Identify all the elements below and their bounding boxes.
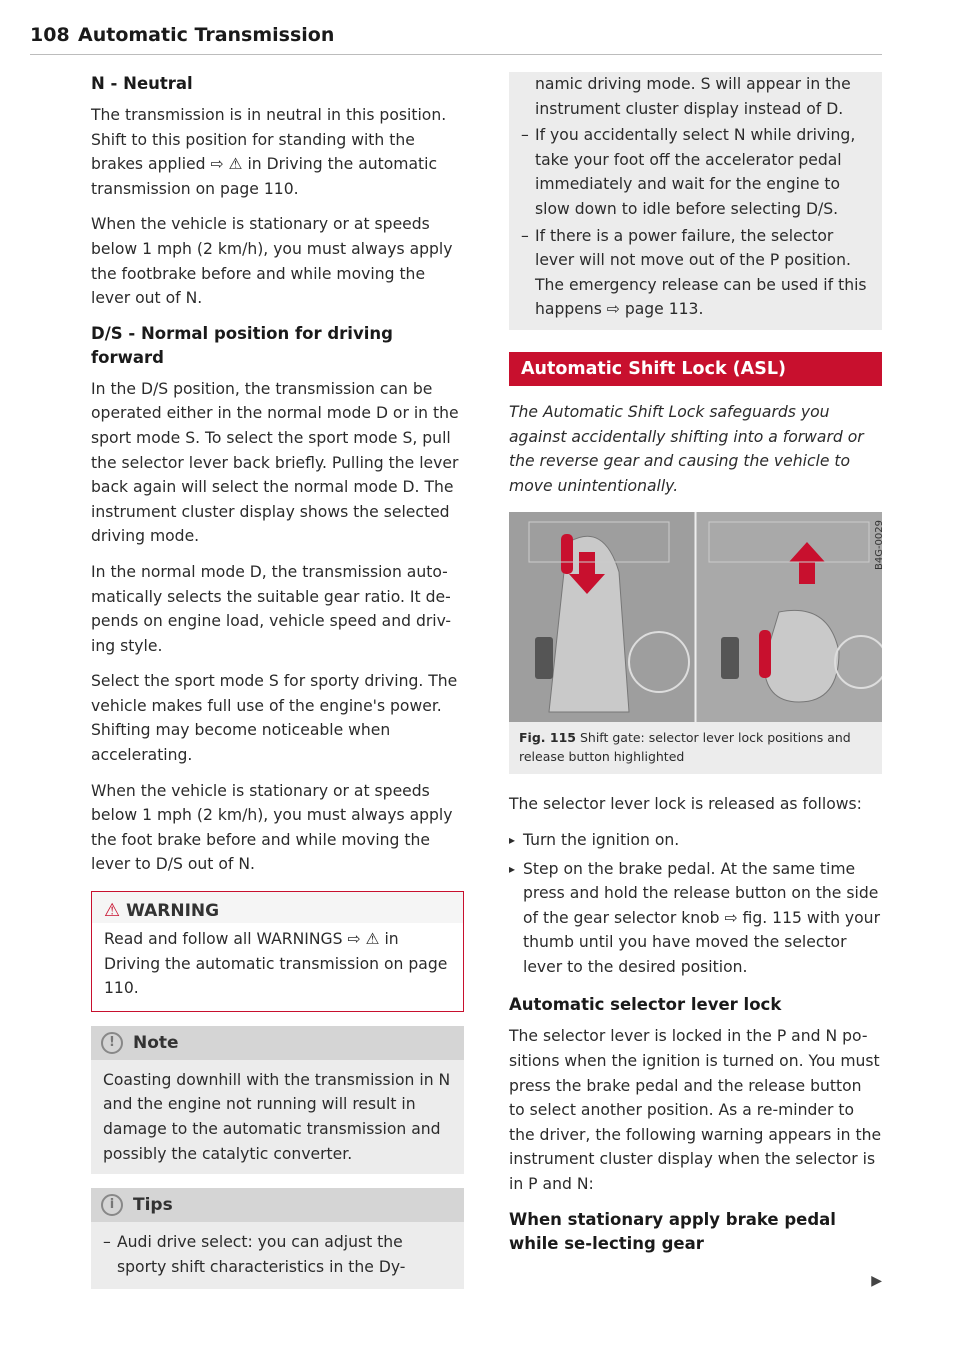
- tips-continued-item: – If there is a power failure, the selector lever will not move out of the P position. The emergency release can be used if this happens ⇨ page 113.: [521, 224, 870, 322]
- release-intro: The selector lever lock is released as follows:: [509, 795, 862, 814]
- exclamation-circle-icon: !: [101, 1032, 123, 1054]
- cluster-message: When stationary apply brake pedal while se-lecting gear: [509, 1209, 836, 1253]
- tips-header: [91, 1188, 464, 1222]
- figure-caption: [509, 722, 882, 774]
- figure-label: Fig. 115: [519, 730, 576, 746]
- note-header: [91, 1026, 464, 1060]
- note-title: Note: [133, 1032, 179, 1053]
- neutral-p2: When the vehicle is stationary or at speeds below 1 mph (2 km/h), you must always apply the footbrake before and while moving the lever out of N.: [91, 215, 453, 308]
- left-column: [91, 72, 464, 1289]
- warning-triangle-icon: ⚠: [104, 900, 121, 922]
- continue-arrow-icon: ▶: [871, 1273, 882, 1289]
- warning-title: WARNING: [126, 901, 220, 922]
- info-circle-icon: i: [101, 1194, 123, 1216]
- right-column: [509, 75, 885, 1263]
- ds-heading: D/S - Normal position for driving forward: [91, 323, 393, 367]
- tips-continued-line: namic driving mode. S will appear in the instrument cluster display instead of D.: [535, 75, 851, 118]
- figure-code: B4G-0029: [874, 520, 885, 571]
- chapter-title: Automatic Transmission: [78, 24, 335, 46]
- release-step: ▸ Turn the ignition on.: [509, 828, 882, 853]
- warning-header: [92, 892, 463, 923]
- ds-p3: Select the sport mode S for sporty driving. The vehicle makes full use of the engine's power. Shifting may become noticeable when accelerating.: [91, 672, 458, 765]
- shift-gate-illustration: [509, 512, 882, 722]
- page-number: 108: [30, 24, 70, 46]
- tips-title: Tips: [133, 1195, 173, 1216]
- tips-continued: [509, 72, 882, 330]
- lock-heading: Automatic selector lever lock: [509, 995, 782, 1015]
- page-header: [30, 24, 882, 55]
- warning-text: Read and follow all WARNINGS ⇨ ⚠ in Driving the automatic transmission on page 110.: [104, 930, 448, 998]
- figure-caption-text: Shift gate: selector lever lock positions and release button highlighted: [519, 730, 851, 765]
- tips-box: [91, 1188, 464, 1289]
- ds-p1: In the D/S position, the transmission can be operated either in the normal mode D or in the sport mode S. To select the sport mode S, pull the selector lever back briefly. Pulling the lever back again will select the normal mode D. The instrument cluster display shows the selected driving mode.: [91, 379, 459, 546]
- warning-box: [91, 891, 464, 1012]
- ds-p2: In the normal mode D, the transmission auto-matically selects the suitable gear ratio. It de-pends on engine load, vehicle speed and driv-ing style.: [91, 562, 452, 655]
- neutral-heading: N - Neutral: [91, 74, 193, 93]
- note-text: Coasting downhill with the transmission in N and the engine not running will result in damage to the automatic transmission and possibly the catalytic converter.: [103, 1070, 451, 1163]
- tips-continued-item: – If you accidentally select N while driving, take your foot off the accelerator pedal immediately and wait for the engine to slow down to idle before selecting D/S.: [521, 123, 870, 221]
- release-step: ▸ Step on the brake pedal. At the same time press and hold the release button on the side of the gear selector knob ⇨ fig. 115 with your thumb until you have moved the selector lever to the desired position.: [509, 857, 882, 980]
- lock-text: The selector lever is locked in the P and N po-sitions when the ignition is turned on. You must press the brake pedal and the release button to select another position. As a re-minder to the driver, the following warning appears in the instrument cluster display when the selector is in P and N:: [509, 1027, 882, 1194]
- note-box: [91, 1026, 464, 1174]
- shift-gate-figure: [509, 512, 885, 722]
- asl-intro: The Automatic Shift Lock safeguards you against accidentally shifting into a forward or the reverse gear and causing the vehicle to move unintentionally.: [509, 402, 864, 495]
- ds-p4: When the vehicle is stationary or at speeds below 1 mph (2 km/h), you must always apply the foot brake before and while moving the lever to D/S out of N.: [91, 781, 453, 874]
- tips-item: – Audi drive select: you can adjust the sporty shift characteristics in the Dy-: [103, 1230, 452, 1279]
- asl-banner: Automatic Shift Lock (ASL): [509, 352, 882, 386]
- neutral-p1: The transmission is in neutral in this position. Shift to this position for standing with the brakes applied ⇨ ⚠ in Driving the automatic transmission on page 110.: [91, 106, 447, 198]
